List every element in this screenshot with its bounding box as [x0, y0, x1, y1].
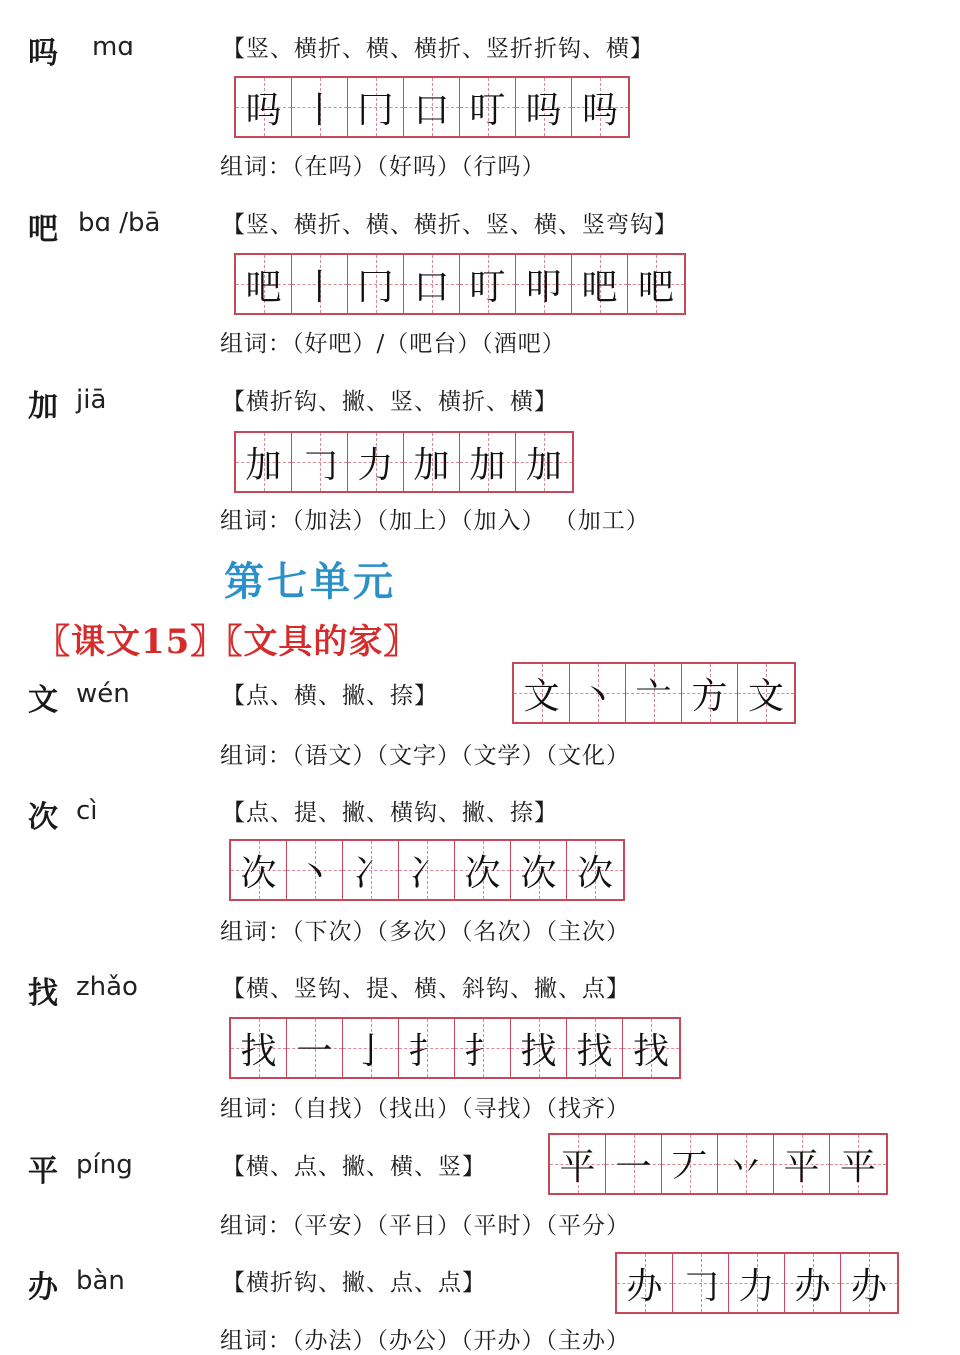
word-list: 组词：（平安）（平日）（平时）（平分）: [220, 1213, 630, 1239]
grid-cell: [236, 78, 292, 136]
writing-grid: [234, 431, 574, 493]
grid-cell-char: 吧: [245, 266, 282, 308]
grid-cell: [662, 1135, 718, 1193]
grid-cell: [673, 1254, 729, 1312]
grid-cell: [729, 1254, 785, 1312]
grid-cell-char: 叩: [525, 266, 562, 308]
grid-cell: [292, 255, 348, 313]
word-list: 组词：（语文）（文字）（文学）（文化）: [220, 743, 630, 769]
grid-cell-char: 加: [525, 444, 562, 486]
pinyin: bɑ /bā: [78, 208, 161, 238]
grid-cell: [343, 1019, 399, 1077]
grid-cell: [617, 1254, 673, 1312]
pinyin: píng: [76, 1150, 133, 1180]
grid-cell-char: 办: [626, 1265, 663, 1307]
grid-cell-char: 丶: [579, 675, 616, 717]
stroke-order: 【横折钩、撇、点、点】: [222, 1270, 486, 1296]
grid-cell: [348, 255, 404, 313]
grid-cell-char: 办: [794, 1265, 831, 1307]
grid-cell: [567, 841, 623, 899]
grid-cell: [348, 433, 404, 491]
character: 找: [28, 976, 58, 1011]
grid-cell-char: 吧: [581, 266, 618, 308]
grid-cell-char: 次: [576, 852, 613, 894]
grid-cell-char: 方: [691, 675, 728, 717]
grid-cell-char: 吗: [581, 89, 618, 131]
grid-cell: [516, 78, 572, 136]
pinyin: jiā: [76, 385, 107, 415]
grid-cell-char: 口: [413, 89, 450, 131]
grid-cell-char: 力: [738, 1265, 775, 1307]
grid-cell: [287, 841, 343, 899]
character: 吗: [28, 36, 58, 71]
grid-cell: [231, 1019, 287, 1077]
grid-cell: [292, 433, 348, 491]
grid-cell-char: 加: [469, 444, 506, 486]
grid-cell: [572, 78, 628, 136]
writing-grid: [229, 839, 625, 901]
grid-cell-char: 找: [632, 1030, 669, 1072]
grid-cell-char: 平: [559, 1146, 596, 1188]
grid-cell-char: 叮: [469, 266, 506, 308]
grid-cell-char: 次: [464, 852, 501, 894]
grid-cell: [718, 1135, 774, 1193]
grid-cell-char: 平: [839, 1146, 876, 1188]
grid-cell-char: 扌: [464, 1030, 501, 1072]
stroke-order: 【横折钩、撇、竖、横折、横】: [222, 389, 558, 415]
grid-cell: [455, 1019, 511, 1077]
stroke-order: 【竖、横折、横、横折、竖、横、竖弯钩】: [222, 212, 678, 238]
grid-cell-char: 加: [413, 444, 450, 486]
grid-cell: [231, 841, 287, 899]
grid-cell: [404, 78, 460, 136]
stroke-order: 【横、点、撇、横、竖】: [222, 1154, 486, 1180]
grid-cell: [550, 1135, 606, 1193]
grid-cell-char: 文: [523, 675, 560, 717]
character: 吧: [28, 212, 58, 247]
grid-cell-char: 加: [245, 444, 282, 486]
word-list: 组词：（自找）（找出）（寻找）（找齐）: [220, 1096, 630, 1122]
grid-cell-char: 冂: [357, 89, 394, 131]
grid-cell: [292, 78, 348, 136]
grid-cell: [830, 1135, 886, 1193]
grid-cell-char: 吧: [637, 266, 674, 308]
grid-cell: [348, 78, 404, 136]
stroke-order: 【点、提、撇、横钩、撇、捺】: [222, 800, 558, 826]
word-list: 组词：（加法）（加上）（加入） （加工）: [220, 508, 650, 534]
stroke-order: 【横、竖钩、提、横、斜钩、撇、点】: [222, 976, 630, 1002]
grid-cell-char: 办: [850, 1265, 887, 1307]
grid-cell: [785, 1254, 841, 1312]
stroke-order: 【竖、横折、横、横折、竖折折钩、横】: [222, 36, 654, 62]
word-list: 组词：（好吧）/（吧台）（酒吧）: [220, 331, 566, 357]
grid-cell-char: 丨: [301, 89, 338, 131]
grid-cell-char: 丨: [301, 266, 338, 308]
grid-cell: [399, 841, 455, 899]
grid-cell: [841, 1254, 897, 1312]
grid-cell: [628, 255, 684, 313]
character: 文: [28, 683, 58, 718]
grid-cell-char: 𠃌: [682, 1265, 719, 1307]
grid-cell-char: 找: [520, 1030, 557, 1072]
character: 平: [28, 1154, 58, 1189]
grid-cell-char: 亠: [635, 675, 672, 717]
grid-cell-char: 丆: [671, 1146, 708, 1188]
grid-cell: [738, 664, 794, 722]
pinyin: mɑ: [92, 32, 134, 62]
grid-cell-char: 冂: [357, 266, 394, 308]
grid-cell: [516, 433, 572, 491]
grid-cell-char: 吗: [245, 89, 282, 131]
writing-grid: [512, 662, 796, 724]
word-list: 组词：（下次）（多次）（名次）（主次）: [220, 919, 630, 945]
grid-cell-char: 冫: [352, 852, 389, 894]
grid-cell-char: 找: [240, 1030, 277, 1072]
pinyin: zhǎo: [76, 972, 138, 1002]
writing-grid: [234, 76, 630, 138]
grid-cell-char: 次: [240, 852, 277, 894]
writing-grid: [615, 1252, 899, 1314]
grid-cell-char: 力: [357, 444, 394, 486]
grid-cell-char: 冫: [408, 852, 445, 894]
grid-cell-char: 一: [615, 1146, 652, 1188]
grid-cell-char: 吗: [525, 89, 562, 131]
grid-cell-char: 亅: [352, 1030, 389, 1072]
grid-cell: [623, 1019, 679, 1077]
grid-cell-char: 次: [520, 852, 557, 894]
grid-cell: [455, 841, 511, 899]
grid-cell-char: 文: [747, 675, 784, 717]
grid-cell: [570, 664, 626, 722]
grid-cell: [460, 255, 516, 313]
grid-cell-char: 𠃌: [301, 444, 338, 486]
grid-cell: [516, 255, 572, 313]
grid-cell: [514, 664, 570, 722]
grid-cell: [567, 1019, 623, 1077]
grid-cell: [682, 664, 738, 722]
grid-cell: [511, 841, 567, 899]
grid-cell-char: 叮: [469, 89, 506, 131]
grid-cell: [287, 1019, 343, 1077]
grid-cell-char: 找: [576, 1030, 613, 1072]
grid-cell: [236, 433, 292, 491]
grid-cell: [460, 78, 516, 136]
pinyin: cì: [76, 796, 98, 826]
stroke-order: 【点、横、撇、捺】: [222, 683, 438, 709]
grid-cell-char: 丶: [296, 852, 333, 894]
grid-cell: [236, 255, 292, 313]
grid-cell: [606, 1135, 662, 1193]
character: 加: [28, 389, 58, 424]
character: 办: [28, 1270, 58, 1305]
word-list: 组词：（在吗）（好吗）（行吗）: [220, 154, 546, 180]
grid-cell: [343, 841, 399, 899]
grid-cell: [404, 433, 460, 491]
grid-cell: [774, 1135, 830, 1193]
unit-title: 第七单元: [224, 558, 396, 605]
character: 次: [28, 800, 58, 835]
grid-cell: [404, 255, 460, 313]
pinyin: bàn: [76, 1266, 125, 1296]
word-list: 组词：（办法）（办公）（开办）（主办）: [220, 1328, 630, 1354]
grid-cell-char: 平: [783, 1146, 820, 1188]
grid-cell: [626, 664, 682, 722]
writing-grid: [229, 1017, 681, 1079]
grid-cell-char: 一: [296, 1030, 333, 1072]
lesson-title: 〖课文15〗〖文具的家〗: [36, 622, 419, 662]
grid-cell-char: 口: [413, 266, 450, 308]
writing-grid: [548, 1133, 888, 1195]
grid-cell: [399, 1019, 455, 1077]
grid-cell-char: 扌: [408, 1030, 445, 1072]
grid-cell: [460, 433, 516, 491]
writing-grid: [234, 253, 686, 315]
grid-cell: [511, 1019, 567, 1077]
pinyin: wén: [76, 679, 130, 709]
grid-cell-char: 丷: [727, 1146, 764, 1188]
grid-cell: [572, 255, 628, 313]
